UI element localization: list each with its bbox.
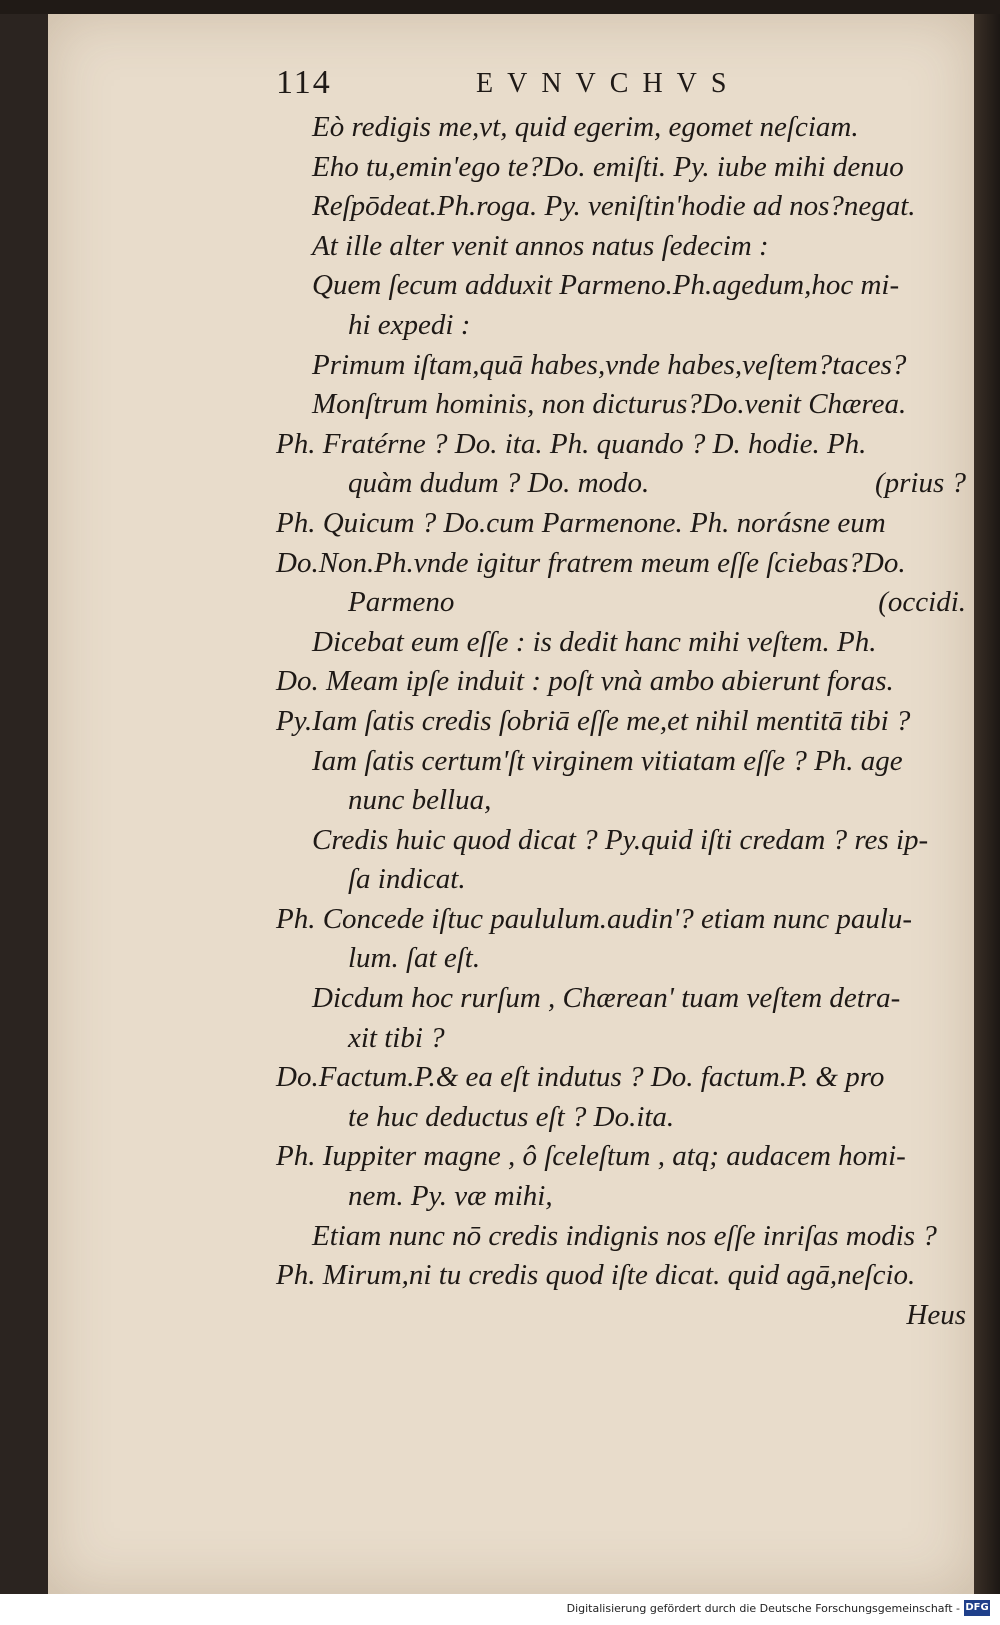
line-text: xit tibi ? xyxy=(348,1021,445,1054)
running-title: EVNVCHVS xyxy=(476,68,741,99)
line-text: Reſpōdeat.Ph.roga. Py. veniſtin'hodie ad nos?negat. xyxy=(312,190,916,223)
digitization-footer xyxy=(0,1594,1000,1625)
line-text: lum. ſat eſt. xyxy=(348,942,481,975)
line-text: Do. Meam ipſe induit : poſt vnà ambo abierunt foras. xyxy=(276,665,894,698)
line-text: Ph. Mirum,ni tu credis quod iſte dicat. quid agā,neſcio. xyxy=(276,1259,916,1292)
text-line xyxy=(276,1098,966,1138)
line-text: hi expedi : xyxy=(348,308,471,341)
text-line xyxy=(276,939,966,979)
line-text: Quem ſecum adduxit Parmeno.Ph.agedum,hoc mi- xyxy=(312,269,900,302)
book-top-edge xyxy=(0,0,1000,14)
verse-text-block xyxy=(276,108,966,1335)
line-text: Primum iſtam,quā habes,vnde habes,veſtem?taces? xyxy=(312,348,907,381)
line-text: Ph. Quicum ? Do.cum Parmenone. Ph. norásne eum xyxy=(276,506,886,539)
line-text: Etiam nunc nō credis indignis nos eſſe inriſas modis ? xyxy=(312,1219,937,1252)
book-right-edge xyxy=(974,14,1000,1594)
text-line xyxy=(276,108,966,148)
line-text: nunc bellua, xyxy=(348,784,492,817)
line-text: Eho tu,emin'ego te?Do. emiſti. Py. iube mihi denuo xyxy=(312,150,904,183)
dfg-logo: DFG xyxy=(964,1600,990,1616)
line-turnover: (prius ? xyxy=(874,467,966,500)
text-line xyxy=(276,1217,966,1257)
line-text: Ph. Fratérne ? Do. ita. Ph. quando ? D. hodie. Ph. xyxy=(276,427,867,460)
line-turnover: (occidi. xyxy=(878,586,966,619)
text-line xyxy=(276,583,966,623)
text-line xyxy=(276,1137,966,1177)
line-text: Monſtrum hominis, non dicturus?Do.venit Chærea. xyxy=(312,388,907,421)
line-text: te huc deductus eſt ? Do.ita. xyxy=(348,1100,675,1133)
text-line xyxy=(276,979,966,1019)
text-line xyxy=(276,1058,966,1098)
page-number: 114 xyxy=(276,64,332,101)
text-line xyxy=(276,148,966,188)
text-line xyxy=(276,544,966,584)
text-line xyxy=(276,227,966,267)
text-line xyxy=(276,346,966,386)
funding-credit: Digitalisierung gefördert durch die Deutsche Forschungsgemeinschaft - xyxy=(566,1602,960,1615)
text-line xyxy=(276,781,966,821)
text-line xyxy=(276,1177,966,1217)
text-line xyxy=(276,702,966,742)
text-line xyxy=(276,504,966,544)
text-line xyxy=(276,187,966,227)
page-header xyxy=(276,64,956,104)
text-line xyxy=(276,742,966,782)
text-line xyxy=(276,1019,966,1059)
line-text: Parmeno xyxy=(348,586,455,619)
text-line xyxy=(276,385,966,425)
line-text: Dicdum hoc rurſum , Chærean' tuam veſtem detra- xyxy=(312,982,901,1015)
text-line xyxy=(276,662,966,702)
line-text: Ph. Iuppiter magne , ô ſceleſtum , atq; audacem homi- xyxy=(276,1140,906,1173)
line-text: Credis huic quod dicat ? Py.quid iſti credam ? res ip- xyxy=(312,823,929,856)
text-line xyxy=(276,425,966,465)
line-text: Py.Iam ſatis credis ſobriā eſſe me,et nihil mentitā tibi ? xyxy=(276,704,911,737)
line-text: At ille alter venit annos natus ſedecim : xyxy=(312,229,769,262)
text-line xyxy=(276,860,966,900)
text-line xyxy=(276,266,966,306)
line-text: Do.Non.Ph.vnde igitur fratrem meum eſſe ſciebas?Do. xyxy=(276,546,906,579)
catchword: Heus xyxy=(906,1298,966,1331)
line-text: quàm dudum ? Do. modo. xyxy=(348,467,650,500)
line-text: ſa indicat. xyxy=(348,863,466,896)
text-line xyxy=(276,306,966,346)
text-line xyxy=(276,464,966,504)
line-text: Dicebat eum eſſe : is dedit hanc mihi veſtem. Ph. xyxy=(312,625,877,658)
line-text: Do.Factum.P.& ea eſt indutus ? Do. factum.P. & pro xyxy=(276,1061,885,1094)
text-line xyxy=(276,623,966,663)
text-line xyxy=(276,900,966,940)
line-text: Eò redigis me,vt, quid egerim, egomet neſciam. xyxy=(312,111,859,143)
text-line xyxy=(276,1256,966,1296)
line-text: nem. Py. væ mihi, xyxy=(348,1180,553,1213)
text-line xyxy=(276,821,966,861)
line-text: Iam ſatis certum'ſt virginem vitiatam eſſe ? Ph. age xyxy=(312,744,903,777)
line-text: Ph. Concede iſtuc paululum.audin'? etiam nunc paulu- xyxy=(276,902,913,935)
